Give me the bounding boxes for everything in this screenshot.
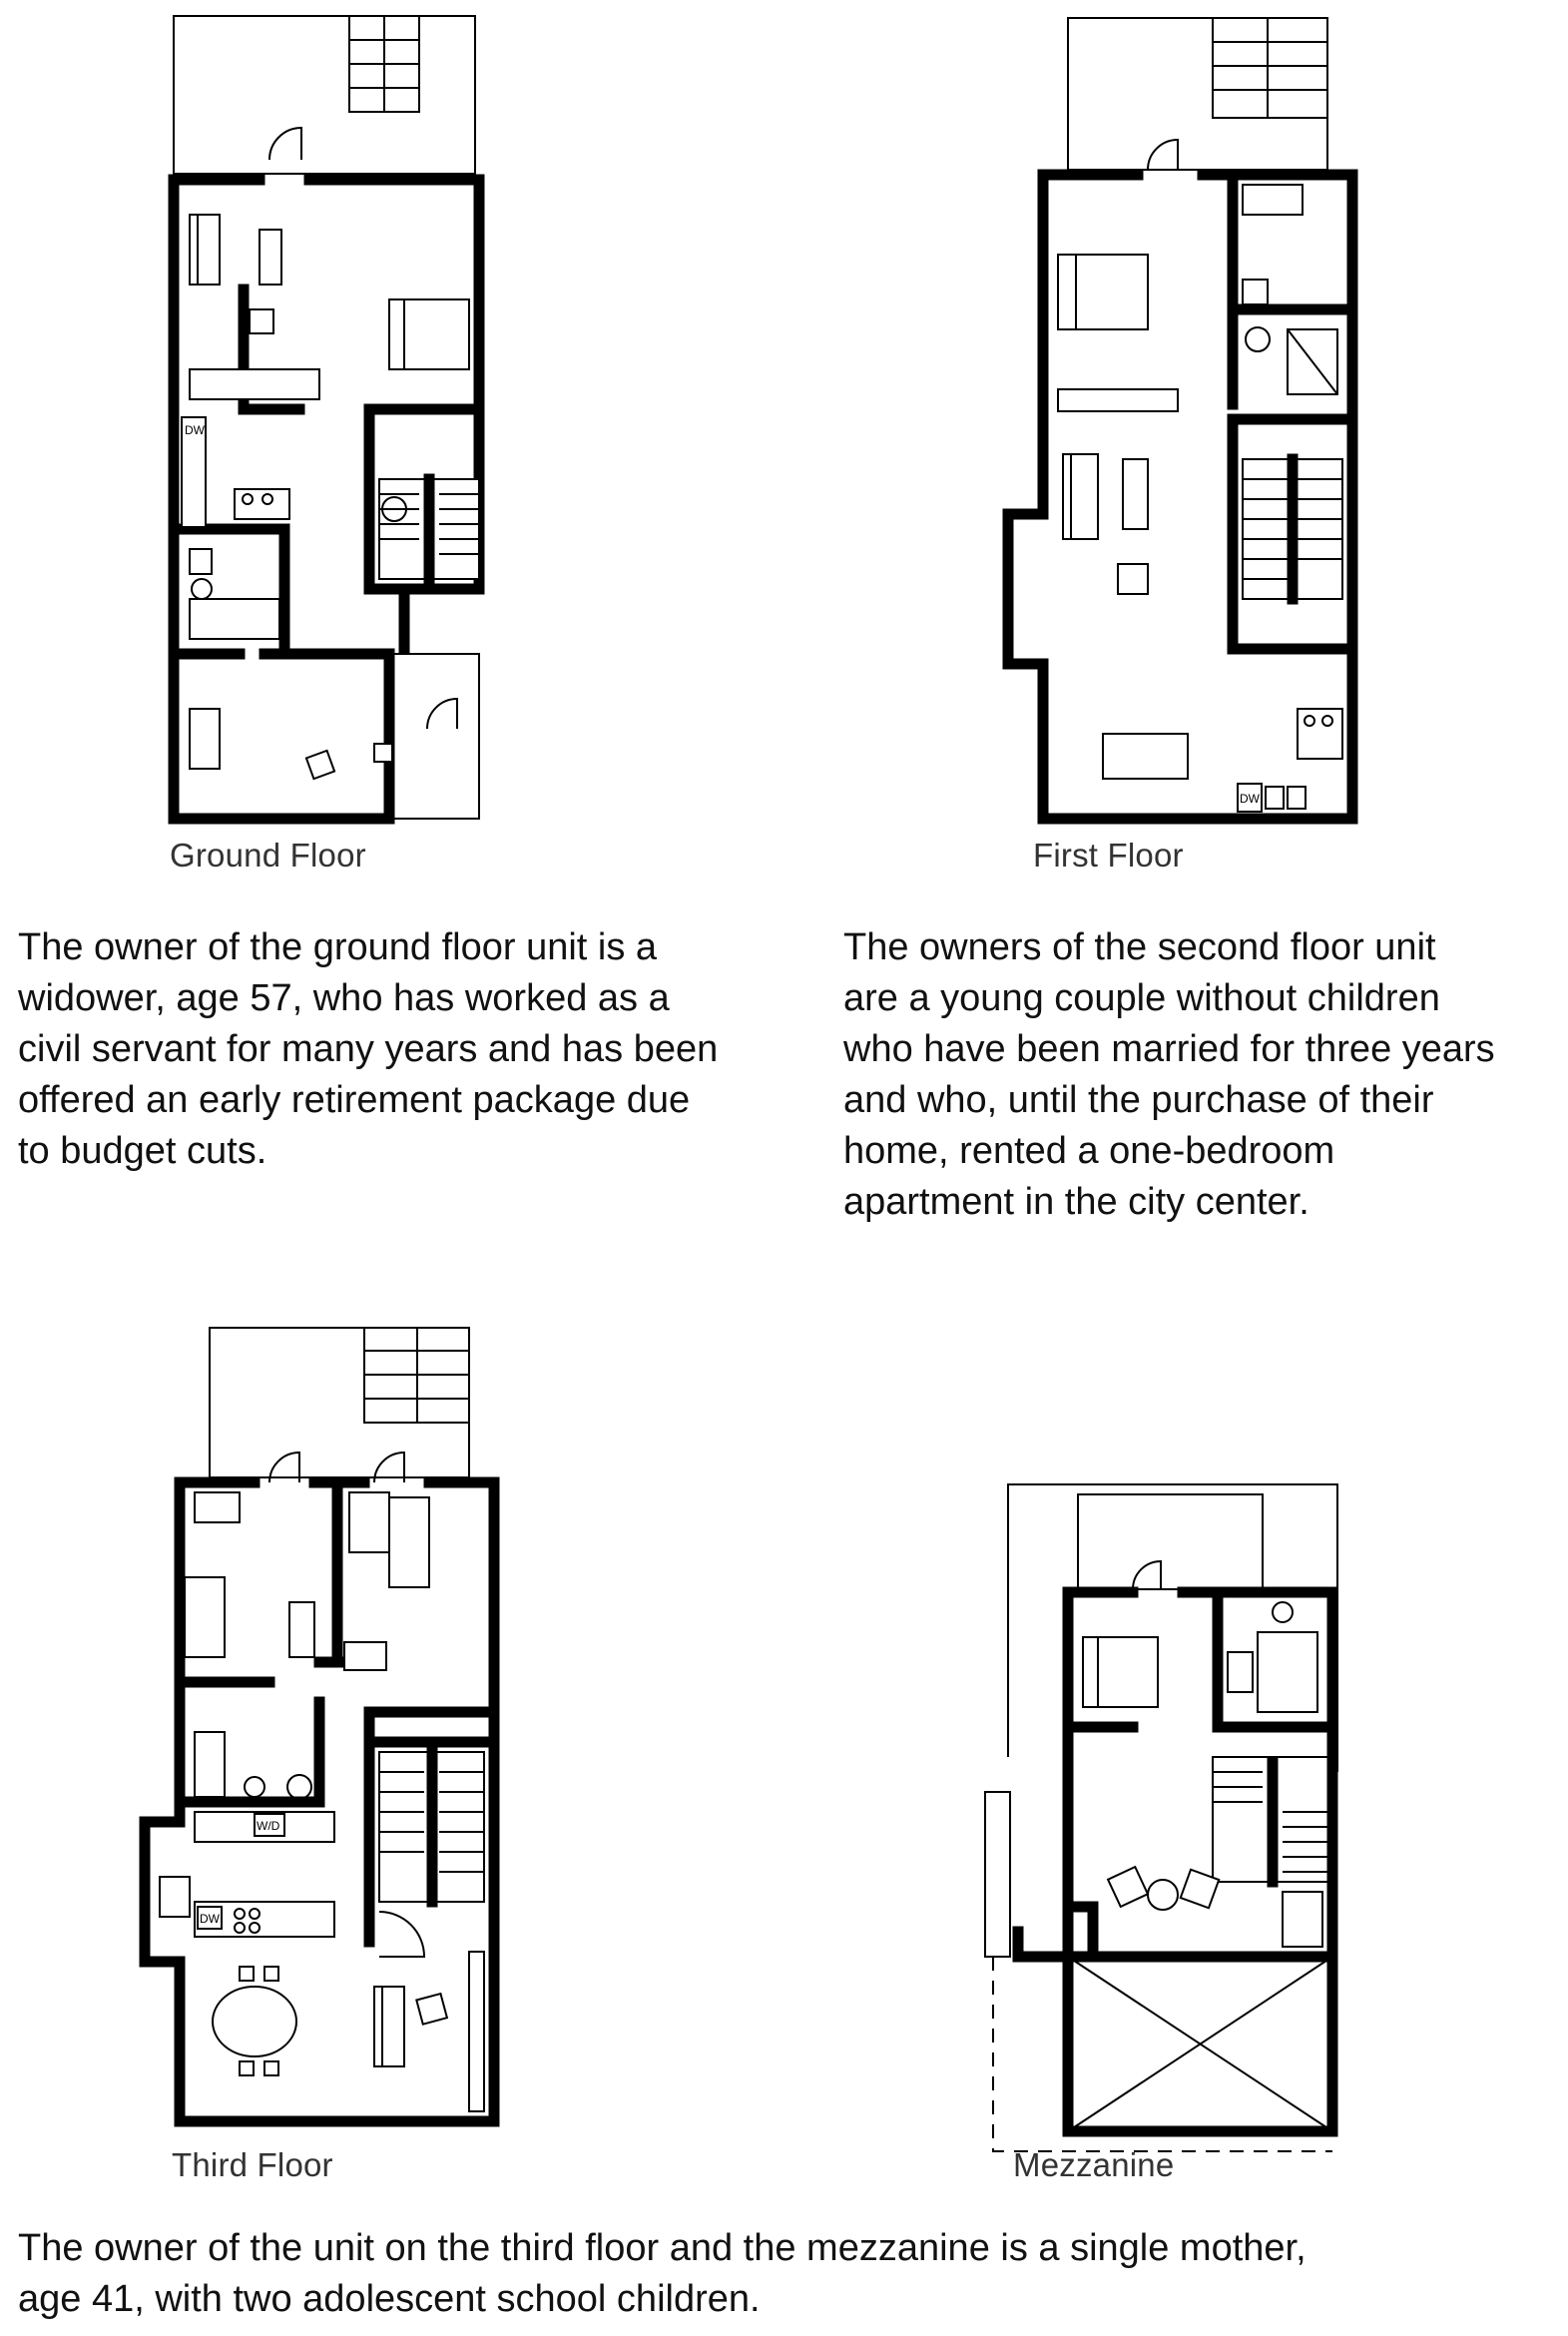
mezzanine-plan (973, 1472, 1352, 2141)
dishwasher-label: DW (185, 423, 205, 437)
first-floor-caption: First Floor (1033, 837, 1184, 874)
dishwasher-label: DW (200, 1912, 220, 1926)
ground-floor-caption: Ground Floor (170, 837, 366, 874)
second-floor-owner-description: The owners of the second floor unit are a young couple without children who have been married for three years and who, until the purchase of their home, rented a one-bedroom apartment in the city center. (843, 926, 1495, 1223)
ground-floor-plan (160, 10, 509, 829)
third-floor-caption: Third Floor (172, 2146, 333, 2183)
third-floor-plan (140, 1323, 519, 2141)
washer-dryer-label: W/D (257, 1819, 280, 1833)
mezzanine-caption: Mezzanine (1013, 2146, 1175, 2183)
ground-floor-owner-description: The owner of the ground floor unit is a widower, age 57, who has worked as a civil servant for many years and has been offered an early retirement package due to budget cuts. (18, 926, 719, 1172)
first-floor-plan (998, 10, 1377, 829)
third-floor-owner-description: The owner of the unit on the third floor and the mezzanine is a single mother, age 41, with two adolescent school children. (18, 2227, 1307, 2320)
dishwasher-label: DW (1240, 792, 1260, 806)
